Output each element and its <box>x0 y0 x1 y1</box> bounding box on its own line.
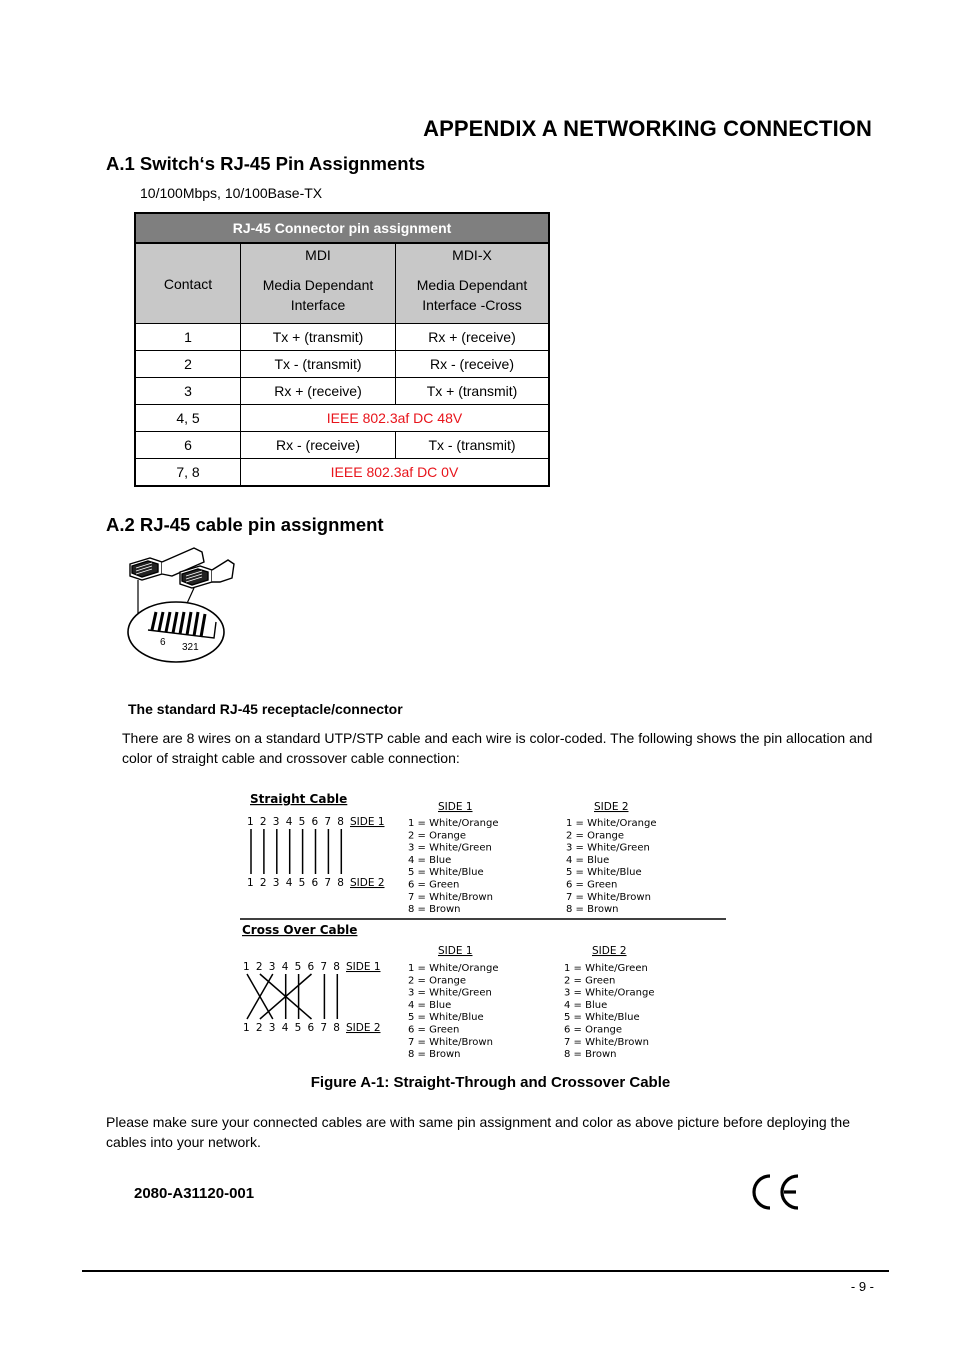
pin-number: 4 <box>285 816 293 828</box>
pin-number: 1 <box>247 877 254 889</box>
header-mdi <box>241 243 396 324</box>
footer-note: Please make sure your connected cables are with same pin assignment and color as above picture before deploying the cables into your network. <box>106 1114 850 1150</box>
pin-number: 6 <box>311 816 319 828</box>
pin-number: 8 <box>337 816 344 828</box>
straight-side2-tag: SIDE 2 <box>350 877 385 889</box>
header-mdi-line2: Interface <box>290 297 346 313</box>
pin-assignment-table <box>134 212 550 487</box>
ce-mark-icon <box>748 1172 802 1212</box>
pin-number: 4 <box>285 877 293 889</box>
wire-color-entry: 7 = White/Brown <box>564 1036 649 1048</box>
pin-number: 3 <box>272 877 280 889</box>
wire-color-entry: 6 = Green <box>566 879 618 891</box>
table-row <box>135 459 549 487</box>
wire-color-entry: 7 = White/Brown <box>408 891 493 903</box>
page-title: APPENDIX A NETWORKING CONNECTION <box>423 116 872 141</box>
cable-wiring-figure <box>236 788 732 1062</box>
straight-side2-heading: SIDE 2 <box>594 801 629 813</box>
cell-mdi: Rx - (receive) <box>241 432 396 459</box>
magnifier-circle <box>128 602 224 662</box>
crossover-side2-tag: SIDE 2 <box>346 1022 381 1034</box>
pin-number: 4 <box>281 961 289 973</box>
cell-mdix: Rx - (receive) <box>396 351 550 378</box>
pin-number: 1 <box>243 1022 250 1034</box>
header-contact: Contact <box>135 243 241 324</box>
pin-number: 8 <box>333 961 340 973</box>
section-a1-subtitle: 10/100Mbps, 10/100Base-TX <box>140 185 323 201</box>
cell-contact: 3 <box>135 378 241 405</box>
wire-color-entry: 5 = White/Blue <box>408 867 484 879</box>
crossover-side1-heading: SIDE 1 <box>438 945 473 957</box>
cell-contact: 7, 8 <box>135 459 241 487</box>
wire-color-entry: 6 = Orange <box>564 1024 623 1036</box>
wire-color-entry: 8 = Brown <box>408 1049 461 1061</box>
header-mdix-line1: Media Dependant <box>416 277 528 293</box>
wire-color-entry: 2 = Green <box>564 975 616 987</box>
wire-color-entry: 5 = White/Blue <box>566 867 642 879</box>
header-mdi-line1: Media Dependant <box>262 277 374 293</box>
wire-color-entry: 5 = White/Blue <box>564 1012 640 1024</box>
cell-mdi: Tx + (transmit) <box>241 324 396 351</box>
pin-number: 7 <box>324 877 332 889</box>
header-mdi-top: MDI <box>305 247 331 263</box>
table-row <box>135 405 549 432</box>
wire-color-entry: 3 = White/Orange <box>564 987 655 999</box>
cell-mdi: Rx + (receive) <box>241 378 396 405</box>
wire-color-entry: 4 = Blue <box>408 999 452 1011</box>
crossover-cable-title: Cross Over Cable <box>242 923 358 937</box>
wire-color-entry: 3 = White/Green <box>408 842 492 854</box>
table-row <box>135 378 549 405</box>
table-title: RJ-45 Connector pin assignment <box>135 213 549 243</box>
pin-number: 7 <box>324 816 332 828</box>
wire-color-entry: 8 = Brown <box>566 904 619 916</box>
wire-color-entry: 4 = Blue <box>564 999 608 1011</box>
wire-color-entry: 7 = White/Brown <box>566 891 651 903</box>
pin-number: 5 <box>298 816 306 828</box>
header-mdix <box>396 243 550 324</box>
wire-color-entry: 7 = White/Brown <box>408 1036 493 1048</box>
wire-color-entry: 8 = Brown <box>564 1049 617 1061</box>
wire-color-entry: 1 = White/Orange <box>408 963 499 974</box>
wire-color-entry: 4 = Blue <box>408 854 452 866</box>
cell-mdix: Tx + (transmit) <box>396 378 550 405</box>
pin-number: 3 <box>272 816 280 828</box>
cell-contact: 1 <box>135 324 241 351</box>
pin-number: 2 <box>259 816 267 828</box>
cell-mdix: Rx + (receive) <box>396 324 550 351</box>
wire-color-entry: 5 = White/Blue <box>408 1012 484 1024</box>
pin-number: 8 <box>333 1022 340 1034</box>
wire-color-entry: 6 = Green <box>408 1024 460 1036</box>
wire-color-entry: 6 = Green <box>408 879 460 891</box>
pin-number: 2 <box>255 961 263 973</box>
crossover-side2-heading: SIDE 2 <box>592 945 627 957</box>
cell-poe-merged: IEEE 802.3af DC 48V <box>241 405 550 432</box>
wiring-paragraph: There are 8 wires on a standard UTP/STP cable and each wire is color-coded. The following shows the pin allocation and color of straight cable and crossover cable connection: <box>122 730 873 766</box>
connector-label-321: 321 <box>182 642 199 653</box>
pin-number: 3 <box>268 1022 276 1034</box>
header-mdix-top: MDI-X <box>452 247 492 263</box>
pin-number: 5 <box>294 1022 302 1034</box>
wire-color-entry: 2 = Orange <box>566 830 625 842</box>
straight-side1-heading: SIDE 1 <box>438 801 473 813</box>
header-mdix-line2: Interface -Cross <box>422 297 522 313</box>
pin-number: 8 <box>337 877 344 889</box>
table-row <box>135 324 549 351</box>
wire-color-entry: 8 = Brown <box>408 904 461 916</box>
cell-contact: 4, 5 <box>135 405 241 432</box>
footer-rule <box>82 1270 889 1272</box>
pin-number: 6 <box>311 877 319 889</box>
pin-number: 5 <box>294 961 302 973</box>
wire-color-entry: 1 = White/Orange <box>566 818 657 829</box>
cell-contact: 2 <box>135 351 241 378</box>
cell-contact: 6 <box>135 432 241 459</box>
pin-number: 6 <box>307 961 315 973</box>
page-number: - 9 - <box>850 1279 874 1294</box>
rj45-connector-illustration <box>124 544 236 666</box>
pin-number: 1 <box>247 816 254 828</box>
figure-caption: Figure A-1: Straight-Through and Crossover Cable <box>310 1074 671 1091</box>
wire-color-entry: 1 = White/Green <box>564 963 648 974</box>
section-a2-heading: A.2 RJ-45 cable pin assignment <box>106 514 384 535</box>
wire-color-entry: 3 = White/Green <box>408 987 492 999</box>
straight-side1-tag: SIDE 1 <box>350 816 385 828</box>
cell-poe-merged: IEEE 802.3af DC 0V <box>241 459 550 487</box>
pin-number: 2 <box>259 877 267 889</box>
pin-number: 2 <box>255 1022 263 1034</box>
connector-label-6: 6 <box>160 637 166 648</box>
pin-number: 6 <box>307 1022 315 1034</box>
wire-color-entry: 4 = Blue <box>566 854 610 866</box>
cell-mdi: Tx - (transmit) <box>241 351 396 378</box>
wire-color-entry: 2 = Orange <box>408 830 467 842</box>
part-number: 2080-A31120-001 <box>134 1185 255 1202</box>
pin-number: 4 <box>281 1022 289 1034</box>
pin-number: 7 <box>320 961 328 973</box>
pin-number: 5 <box>298 877 306 889</box>
crossover-side1-tag: SIDE 1 <box>346 961 381 973</box>
pin-number: 7 <box>320 1022 328 1034</box>
pin-number: 3 <box>268 961 276 973</box>
wire-color-entry: 2 = Orange <box>408 975 467 987</box>
wire-color-entry: 1 = White/Orange <box>408 818 499 829</box>
pin-number: 1 <box>243 961 250 973</box>
wire-color-entry: 3 = White/Green <box>566 842 650 854</box>
table-row <box>135 432 549 459</box>
straight-cable-title: Straight Cable <box>250 792 348 806</box>
cell-mdix: Tx - (transmit) <box>396 432 550 459</box>
table-row <box>135 351 549 378</box>
connector-caption: The standard RJ-45 receptacle/connector <box>128 701 403 717</box>
section-a1-heading: A.1 Switch‘s RJ-45 Pin Assignments <box>106 153 426 174</box>
